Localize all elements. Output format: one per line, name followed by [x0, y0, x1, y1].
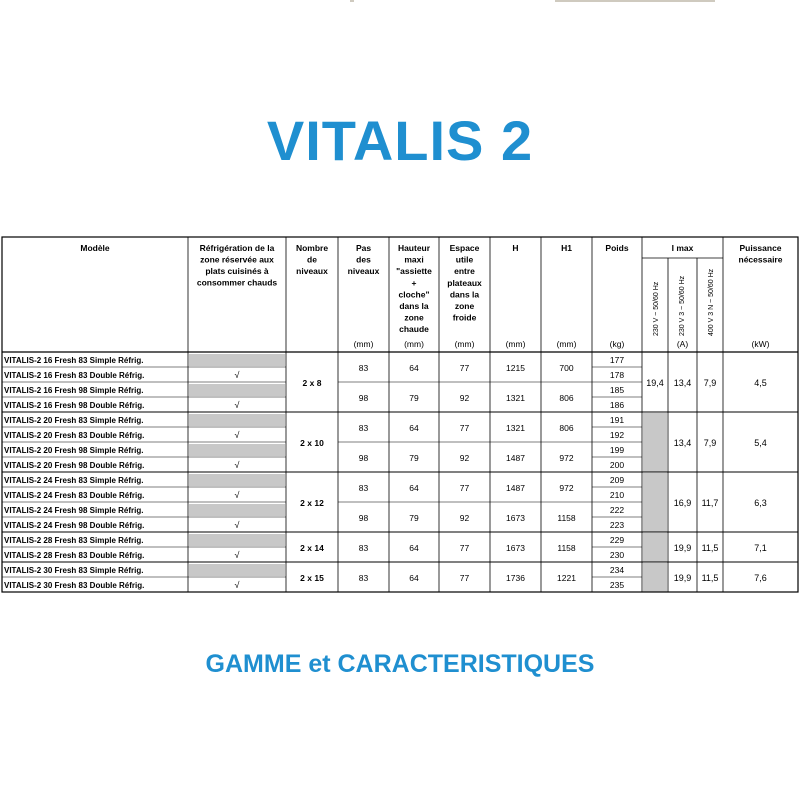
- model-name: VITALIS-2 30 Fresh 83 Simple Réfrig.: [4, 566, 144, 575]
- space-value: 77: [459, 363, 470, 373]
- header-height: Hauteur: [397, 243, 431, 253]
- unit-h1: (mm): [556, 339, 577, 349]
- unit-imax: (A): [676, 339, 689, 349]
- weight-value: 235: [609, 580, 625, 590]
- h1-value: 972: [559, 453, 574, 463]
- levels-value: 2 x 15: [300, 573, 324, 583]
- page-title: VITALIS 2: [266, 109, 534, 172]
- height-value: 64: [409, 573, 419, 583]
- header-h1: H1: [561, 243, 572, 253]
- weight-value: 210: [609, 490, 625, 500]
- levels-value: 2 x 12: [300, 498, 324, 508]
- header-pitch: des: [356, 254, 371, 265]
- height-value: 79: [409, 393, 419, 403]
- unit-height: (mm): [404, 339, 424, 349]
- h-value: 1321: [506, 423, 525, 433]
- header-height: chaude: [399, 324, 429, 335]
- weight-value: 186: [609, 400, 625, 410]
- model-name: VITALIS-2 20 Fresh 83 Double Réfrig.: [4, 431, 145, 440]
- refrig-not-available-cell: [189, 414, 285, 426]
- unit-pitch: (mm): [353, 339, 374, 349]
- refrig-not-available-cell: [189, 534, 285, 546]
- h-value: 1215: [506, 363, 525, 373]
- header-height: zone: [404, 312, 424, 323]
- imax-230v3-value: 13,4: [673, 378, 692, 388]
- weight-value: 223: [609, 520, 625, 530]
- space-value: 77: [459, 543, 470, 553]
- check-mark: √: [234, 430, 240, 440]
- unit-space: (mm): [454, 339, 475, 349]
- header-space: froide: [452, 312, 477, 323]
- header-space: zone: [454, 301, 475, 311]
- weight-value: 230: [609, 550, 625, 560]
- imax-230v3-value: 13,4: [673, 438, 692, 448]
- levels-value: 2 x 14: [300, 543, 324, 553]
- refrig-not-available-cell: [189, 354, 285, 366]
- model-name: VITALIS-2 28 Fresh 83 Simple Réfrig.: [4, 536, 144, 545]
- space-value: 92: [459, 453, 470, 463]
- imax-400v3n-value: 7,9: [703, 378, 717, 388]
- unit-power: (kW): [751, 339, 770, 349]
- header-height: maxi: [404, 254, 424, 265]
- pitch-value: 83: [358, 423, 369, 433]
- header-refrigeration: consommer chauds: [196, 277, 278, 288]
- model-name: VITALIS-2 24 Fresh 98 Simple Réfrig.: [4, 506, 144, 515]
- refrig-not-available-cell: [189, 444, 285, 456]
- imax-not-available-cell: [643, 533, 667, 562]
- space-value: 92: [459, 393, 470, 403]
- h1-value: 972: [559, 483, 574, 493]
- header-space: plateaux: [447, 277, 482, 288]
- model-name: VITALIS-2 24 Fresh 83 Simple Réfrig.: [4, 476, 144, 485]
- imax-230v-value: 19,4: [646, 378, 664, 388]
- levels-value: 2 x 10: [300, 438, 324, 448]
- header-power: nécessaire: [738, 254, 783, 265]
- space-value: 77: [459, 573, 470, 583]
- h1-value: 806: [559, 423, 574, 433]
- height-value: 64: [409, 543, 419, 553]
- model-name: VITALIS-2 30 Fresh 83 Double Réfrig.: [4, 581, 145, 590]
- power-value: 7,6: [754, 573, 767, 583]
- check-mark: √: [234, 460, 240, 470]
- page-subtitle: GAMME et CARACTERISTIQUES: [205, 650, 595, 678]
- check-mark: √: [234, 400, 240, 410]
- imax-230v3-value: 19,9: [673, 573, 692, 583]
- check-mark: √: [234, 550, 240, 560]
- h-value: 1321: [506, 393, 525, 403]
- weight-value: 192: [609, 430, 625, 440]
- model-name: VITALIS-2 20 Fresh 98 Simple Réfrig.: [4, 446, 144, 455]
- h-value: 1736: [506, 573, 525, 583]
- header-refrigeration: Réfrigération de la: [199, 243, 275, 253]
- header-levels: de: [307, 254, 317, 265]
- weight-value: 222: [609, 505, 625, 515]
- header-pitch: Pas: [355, 243, 372, 253]
- header-power: Puissance: [739, 243, 782, 253]
- h1-value: 700: [559, 363, 574, 373]
- weight-value: 177: [609, 355, 625, 365]
- imax-not-available-cell: [643, 563, 667, 592]
- weight-value: 191: [609, 415, 625, 425]
- h-value: 1487: [506, 453, 525, 463]
- pitch-value: 83: [358, 543, 369, 553]
- weight-value: 229: [609, 535, 625, 545]
- imax-230v3-value: 16,9: [673, 498, 692, 508]
- space-value: 77: [459, 423, 470, 433]
- weight-value: 178: [609, 370, 625, 380]
- header-height: "assiette: [396, 266, 432, 277]
- header-voltage: 230 V ~ 50/60 Hz: [653, 281, 660, 336]
- check-mark: √: [234, 370, 240, 380]
- power-value: 4,5: [754, 378, 767, 388]
- imax-not-available-cell: [643, 473, 667, 532]
- height-value: 79: [409, 453, 419, 463]
- power-value: 6,3: [754, 498, 767, 508]
- model-name: VITALIS-2 24 Fresh 83 Double Réfrig.: [4, 491, 145, 500]
- header-imax: I max: [671, 243, 694, 253]
- model-name: VITALIS-2 16 Fresh 83 Double Réfrig.: [4, 371, 145, 380]
- header-voltage: 230 V 3 ~ 50/60 Hz: [679, 275, 686, 336]
- h1-value: 806: [559, 393, 574, 403]
- height-value: 64: [409, 423, 419, 433]
- h1-value: 1158: [557, 513, 576, 523]
- imax-400v3n-value: 7,9: [703, 438, 717, 448]
- imax-400v3n-value: 11,5: [701, 573, 719, 583]
- power-value: 7,1: [754, 543, 767, 553]
- levels-value: 2 x 8: [302, 378, 322, 388]
- weight-value: 234: [609, 565, 625, 575]
- header-height: dans la: [399, 301, 429, 311]
- header-voltage: 400 V 3 N ~ 50/60 Hz: [708, 268, 715, 336]
- header-levels: niveaux: [296, 266, 328, 276]
- imax-not-available-cell: [643, 413, 667, 472]
- model-name: VITALIS-2 20 Fresh 83 Simple Réfrig.: [4, 416, 144, 425]
- model-name: VITALIS-2 20 Fresh 98 Double Réfrig.: [4, 461, 145, 470]
- space-value: 77: [459, 483, 470, 493]
- weight-value: 199: [609, 445, 625, 455]
- power-value: 5,4: [754, 438, 767, 448]
- header-h: H: [512, 243, 519, 253]
- h1-value: 1158: [557, 543, 576, 553]
- imax-400v3n-value: 11,5: [701, 543, 719, 553]
- height-value: 64: [409, 363, 419, 373]
- refrig-not-available-cell: [189, 504, 285, 516]
- check-mark: √: [234, 580, 240, 590]
- pitch-value: 83: [358, 483, 369, 493]
- h-value: 1487: [506, 483, 525, 493]
- model-name: VITALIS-2 28 Fresh 83 Double Réfrig.: [4, 551, 145, 560]
- unit-h: (mm): [505, 339, 526, 349]
- header-height: cloche": [398, 289, 430, 300]
- model-name: VITALIS-2 16 Fresh 98 Double Réfrig.: [4, 401, 145, 410]
- header-refrigeration: zone réservée aux: [200, 254, 274, 265]
- h-value: 1673: [506, 543, 525, 553]
- model-name: VITALIS-2 16 Fresh 83 Simple Réfrig.: [4, 356, 144, 365]
- weight-value: 200: [609, 460, 625, 470]
- imax-400v3n-value: 11,7: [701, 498, 719, 508]
- header-weight: Poids: [605, 243, 629, 253]
- header-height: +: [411, 277, 417, 288]
- header-refrigeration: plats cuisinés à: [205, 266, 269, 276]
- imax-230v3-value: 19,9: [673, 543, 692, 553]
- header-space: dans la: [449, 289, 480, 300]
- header-space: entre: [454, 266, 475, 277]
- model-name: VITALIS-2 24 Fresh 98 Double Réfrig.: [4, 521, 145, 530]
- pitch-value: 83: [358, 573, 369, 583]
- unit-weight: (kg): [609, 339, 625, 349]
- pitch-value: 98: [358, 513, 369, 523]
- pitch-value: 98: [358, 453, 369, 463]
- pitch-value: 98: [358, 393, 369, 403]
- h1-value: 1221: [557, 573, 576, 583]
- check-mark: √: [234, 490, 240, 500]
- header-model: Modèle: [80, 243, 110, 253]
- header-space: Espace: [449, 243, 480, 253]
- header-levels: Nombre: [295, 243, 329, 253]
- model-name: VITALIS-2 16 Fresh 98 Simple Réfrig.: [4, 386, 144, 395]
- refrig-not-available-cell: [189, 564, 285, 576]
- header-pitch: niveaux: [347, 266, 380, 276]
- check-mark: √: [234, 520, 240, 530]
- height-value: 64: [409, 483, 419, 493]
- pitch-value: 83: [358, 363, 369, 373]
- height-value: 79: [409, 513, 419, 523]
- weight-value: 185: [609, 385, 625, 395]
- weight-value: 209: [609, 475, 625, 485]
- refrig-not-available-cell: [189, 384, 285, 396]
- refrig-not-available-cell: [189, 474, 285, 486]
- header-space: utile: [455, 254, 474, 265]
- space-value: 92: [459, 513, 470, 523]
- h-value: 1673: [506, 513, 525, 523]
